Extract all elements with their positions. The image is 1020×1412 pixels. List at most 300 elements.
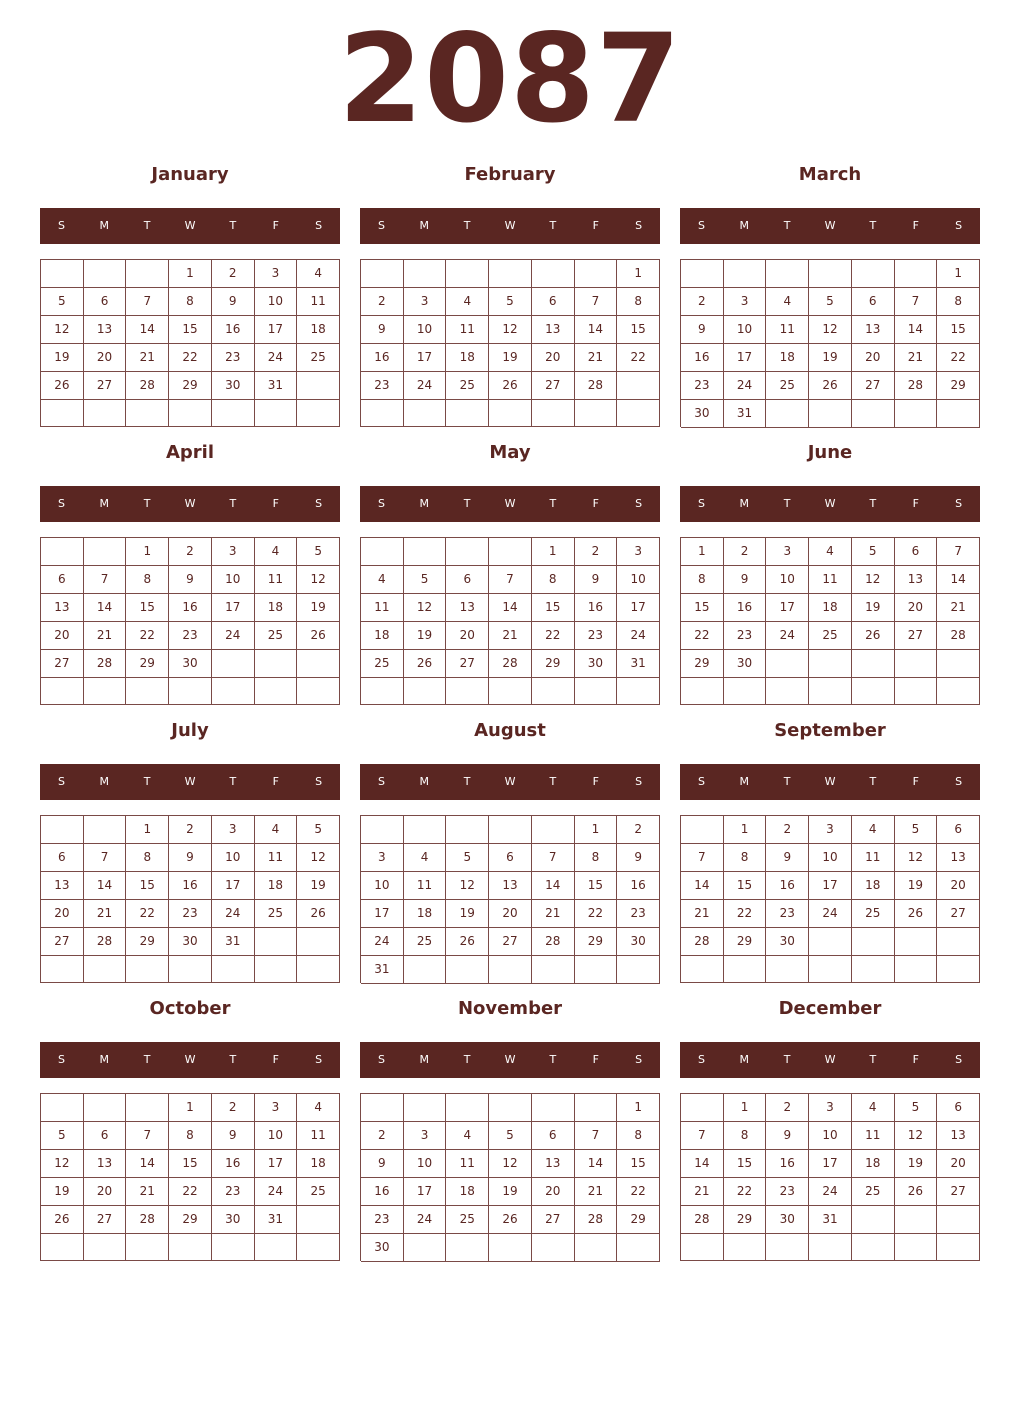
day-cell: 7 — [681, 1122, 724, 1150]
day-cell — [446, 538, 489, 566]
day-cell: 25 — [255, 622, 298, 650]
day-cell: 12 — [446, 872, 489, 900]
day-cell — [766, 678, 809, 705]
day-cell: 30 — [681, 400, 724, 428]
day-cell — [617, 678, 660, 705]
day-cell: 23 — [169, 900, 212, 928]
day-cell — [681, 260, 724, 288]
day-cell: 26 — [895, 900, 938, 928]
day-cell: 30 — [361, 1234, 404, 1262]
day-cell — [532, 400, 575, 427]
weekday-label: S — [635, 775, 643, 788]
day-cell — [766, 400, 809, 428]
day-cell: 26 — [297, 622, 340, 650]
day-cell — [852, 650, 895, 678]
day-cell: 13 — [41, 594, 84, 622]
day-cell: 11 — [404, 872, 447, 900]
day-cell: 16 — [361, 1178, 404, 1206]
day-cell: 26 — [809, 372, 852, 400]
day-cell — [852, 1206, 895, 1234]
month-name: October — [149, 998, 231, 1019]
day-cell: 10 — [212, 566, 255, 594]
day-cell: 1 — [617, 1094, 660, 1122]
day-cell — [255, 678, 298, 705]
day-cell: 29 — [575, 928, 618, 956]
day-cell: 23 — [575, 622, 618, 650]
day-cell: 5 — [446, 844, 489, 872]
day-cell: 2 — [575, 538, 618, 566]
day-cell: 15 — [724, 1150, 767, 1178]
day-cell: 18 — [852, 872, 895, 900]
weekday-label: T — [143, 497, 151, 510]
day-cell: 8 — [126, 844, 169, 872]
weekday-label: F — [272, 1053, 279, 1066]
day-cell: 8 — [575, 844, 618, 872]
weekday-label: S — [955, 219, 963, 232]
day-cell — [724, 260, 767, 288]
day-cell: 8 — [937, 288, 980, 316]
weekday-label: F — [912, 1053, 919, 1066]
weekday-label: S — [697, 219, 705, 232]
day-cell: 20 — [895, 594, 938, 622]
day-cell — [361, 538, 404, 566]
day-cell: 8 — [532, 566, 575, 594]
weekday-label: M — [739, 1053, 750, 1066]
weekday-label: M — [419, 1053, 430, 1066]
weekday-label: T — [143, 219, 151, 232]
day-cell: 11 — [297, 288, 340, 316]
day-cell — [489, 1234, 532, 1262]
day-cell: 25 — [255, 900, 298, 928]
day-cell — [852, 956, 895, 983]
day-cell: 26 — [489, 372, 532, 400]
day-cell — [84, 678, 127, 705]
day-cell: 14 — [681, 872, 724, 900]
day-cell — [404, 678, 447, 705]
day-cell: 28 — [575, 372, 618, 400]
day-cell — [766, 956, 809, 983]
day-cell: 17 — [724, 344, 767, 372]
day-cell: 22 — [126, 622, 169, 650]
day-cell — [681, 1234, 724, 1261]
day-grid — [40, 815, 340, 983]
weekday-label: M — [99, 219, 110, 232]
weekday-label: S — [57, 1053, 65, 1066]
day-cell: 20 — [84, 1178, 127, 1206]
day-cell — [404, 538, 447, 566]
day-cell: 31 — [255, 372, 298, 400]
day-cell: 29 — [532, 650, 575, 678]
day-cell: 28 — [126, 1206, 169, 1234]
weekday-header — [680, 1042, 980, 1078]
day-cell: 4 — [809, 538, 852, 566]
day-cell — [446, 816, 489, 844]
day-cell: 9 — [766, 1122, 809, 1150]
day-cell: 17 — [361, 900, 404, 928]
day-cell: 18 — [852, 1150, 895, 1178]
day-cell: 23 — [617, 900, 660, 928]
day-cell: 10 — [809, 844, 852, 872]
weekday-label: W — [504, 775, 516, 788]
day-cell — [255, 1234, 298, 1261]
day-cell — [84, 956, 127, 983]
day-grid — [360, 259, 660, 427]
weekday-label: T — [783, 497, 791, 510]
day-cell: 17 — [404, 1178, 447, 1206]
day-cell: 21 — [126, 344, 169, 372]
weekday-label: F — [272, 219, 279, 232]
weekday-label: M — [99, 775, 110, 788]
month-name: April — [165, 442, 215, 463]
day-cell: 14 — [575, 316, 618, 344]
day-cell: 20 — [84, 344, 127, 372]
day-cell — [212, 956, 255, 983]
day-cell — [489, 400, 532, 427]
day-cell: 8 — [681, 566, 724, 594]
day-cell: 8 — [617, 1122, 660, 1150]
month-name: June — [807, 442, 853, 463]
day-cell: 18 — [255, 594, 298, 622]
day-cell: 6 — [489, 844, 532, 872]
weekday-label: S — [635, 497, 643, 510]
day-cell: 18 — [255, 872, 298, 900]
day-cell: 12 — [489, 1150, 532, 1178]
day-cell: 9 — [169, 844, 212, 872]
day-cell: 26 — [852, 622, 895, 650]
day-cell: 24 — [809, 1178, 852, 1206]
day-cell: 5 — [404, 566, 447, 594]
day-cell — [446, 678, 489, 705]
day-cell: 16 — [361, 344, 404, 372]
day-cell: 25 — [446, 372, 489, 400]
day-cell: 10 — [404, 1150, 447, 1178]
day-cell — [41, 816, 84, 844]
day-cell — [212, 400, 255, 427]
day-cell: 7 — [895, 288, 938, 316]
weekday-label: S — [315, 497, 323, 510]
day-cell: 10 — [212, 844, 255, 872]
day-cell — [361, 816, 404, 844]
day-cell: 30 — [766, 1206, 809, 1234]
day-cell: 22 — [681, 622, 724, 650]
day-cell — [852, 928, 895, 956]
day-cell: 9 — [169, 566, 212, 594]
day-cell: 4 — [297, 260, 340, 288]
day-cell: 5 — [489, 288, 532, 316]
weekday-label: W — [504, 1053, 516, 1066]
day-cell — [404, 816, 447, 844]
day-cell: 11 — [361, 594, 404, 622]
day-cell: 29 — [937, 372, 980, 400]
day-cell: 5 — [41, 288, 84, 316]
day-cell — [809, 260, 852, 288]
day-cell — [575, 956, 618, 984]
day-cell: 7 — [84, 844, 127, 872]
day-cell — [297, 650, 340, 678]
day-cell: 29 — [617, 1206, 660, 1234]
day-cell: 10 — [809, 1122, 852, 1150]
day-cell: 6 — [532, 288, 575, 316]
day-cell: 29 — [724, 1206, 767, 1234]
weekday-label: W — [504, 497, 516, 510]
day-cell — [895, 928, 938, 956]
day-cell — [41, 678, 84, 705]
day-cell: 30 — [617, 928, 660, 956]
weekday-label: W — [504, 219, 516, 232]
weekday-header — [680, 764, 980, 800]
day-cell: 23 — [766, 900, 809, 928]
day-cell: 1 — [681, 538, 724, 566]
day-cell — [297, 372, 340, 400]
day-cell: 30 — [212, 1206, 255, 1234]
day-cell: 12 — [404, 594, 447, 622]
month-name: August — [474, 720, 546, 741]
day-cell: 6 — [41, 844, 84, 872]
day-cell: 20 — [489, 900, 532, 928]
weekday-header — [40, 1042, 340, 1078]
day-cell: 27 — [41, 928, 84, 956]
day-cell: 6 — [84, 1122, 127, 1150]
day-cell — [532, 678, 575, 705]
day-cell — [212, 650, 255, 678]
day-cell — [446, 1094, 489, 1122]
day-cell: 28 — [681, 928, 724, 956]
day-cell: 27 — [84, 1206, 127, 1234]
day-cell — [852, 1234, 895, 1261]
day-cell: 21 — [575, 344, 618, 372]
day-cell: 13 — [41, 872, 84, 900]
day-cell — [41, 1094, 84, 1122]
day-cell — [41, 1234, 84, 1261]
day-cell: 3 — [404, 288, 447, 316]
day-cell: 22 — [724, 1178, 767, 1206]
day-cell: 15 — [575, 872, 618, 900]
weekday-label: F — [592, 1053, 599, 1066]
day-cell: 22 — [126, 900, 169, 928]
day-cell — [361, 260, 404, 288]
weekday-label: M — [739, 219, 750, 232]
day-cell: 26 — [297, 900, 340, 928]
day-cell: 9 — [617, 844, 660, 872]
day-cell — [575, 1234, 618, 1262]
weekday-label: T — [463, 1053, 471, 1066]
day-cell: 18 — [297, 1150, 340, 1178]
day-cell: 28 — [84, 650, 127, 678]
day-cell: 4 — [766, 288, 809, 316]
day-cell: 19 — [446, 900, 489, 928]
day-cell: 21 — [681, 900, 724, 928]
day-cell: 31 — [212, 928, 255, 956]
day-cell — [937, 956, 980, 983]
day-cell: 1 — [724, 1094, 767, 1122]
day-cell: 2 — [169, 538, 212, 566]
day-grid — [680, 1093, 980, 1261]
weekday-header — [360, 1042, 660, 1078]
day-cell — [681, 816, 724, 844]
day-cell: 10 — [255, 1122, 298, 1150]
day-cell: 17 — [809, 872, 852, 900]
day-cell: 3 — [809, 816, 852, 844]
day-cell: 3 — [255, 260, 298, 288]
day-cell — [852, 400, 895, 428]
day-cell — [361, 678, 404, 705]
day-cell: 17 — [255, 316, 298, 344]
day-cell: 30 — [766, 928, 809, 956]
day-cell: 20 — [852, 344, 895, 372]
day-grid — [40, 537, 340, 705]
day-cell: 21 — [895, 344, 938, 372]
day-cell: 26 — [404, 650, 447, 678]
weekday-label: W — [824, 1053, 836, 1066]
weekday-label: M — [99, 497, 110, 510]
day-cell: 21 — [575, 1178, 618, 1206]
day-cell — [489, 678, 532, 705]
day-cell: 14 — [84, 594, 127, 622]
day-cell: 2 — [361, 288, 404, 316]
day-cell: 18 — [297, 316, 340, 344]
day-cell: 12 — [41, 316, 84, 344]
day-cell: 22 — [169, 1178, 212, 1206]
day-cell: 19 — [895, 1150, 938, 1178]
day-cell: 31 — [724, 400, 767, 428]
day-cell: 7 — [126, 1122, 169, 1150]
day-cell: 7 — [84, 566, 127, 594]
day-cell: 16 — [724, 594, 767, 622]
day-cell: 15 — [169, 316, 212, 344]
day-cell — [255, 650, 298, 678]
day-cell: 20 — [41, 622, 84, 650]
day-cell — [809, 650, 852, 678]
day-cell: 13 — [532, 316, 575, 344]
day-cell: 16 — [681, 344, 724, 372]
day-cell: 20 — [937, 872, 980, 900]
weekday-label: S — [635, 1053, 643, 1066]
day-cell — [809, 1234, 852, 1261]
day-cell: 21 — [489, 622, 532, 650]
day-cell — [681, 678, 724, 705]
day-cell: 10 — [724, 316, 767, 344]
day-cell: 26 — [41, 372, 84, 400]
day-cell: 3 — [212, 816, 255, 844]
day-cell: 13 — [937, 1122, 980, 1150]
weekday-label: S — [57, 219, 65, 232]
day-cell: 17 — [766, 594, 809, 622]
day-cell: 12 — [852, 566, 895, 594]
day-cell — [404, 1234, 447, 1262]
day-cell: 27 — [852, 372, 895, 400]
day-cell — [937, 650, 980, 678]
day-cell: 27 — [532, 372, 575, 400]
day-cell: 23 — [212, 1178, 255, 1206]
weekday-label: M — [739, 497, 750, 510]
day-cell: 1 — [169, 1094, 212, 1122]
weekday-label: M — [419, 219, 430, 232]
weekday-label: T — [549, 1053, 557, 1066]
day-cell: 23 — [681, 372, 724, 400]
day-cell: 13 — [895, 566, 938, 594]
day-cell: 24 — [361, 928, 404, 956]
day-cell: 19 — [809, 344, 852, 372]
day-cell: 26 — [41, 1206, 84, 1234]
day-cell — [489, 816, 532, 844]
day-cell — [297, 1234, 340, 1261]
day-cell — [532, 1234, 575, 1262]
month-name: May — [489, 442, 531, 463]
day-cell: 13 — [532, 1150, 575, 1178]
day-cell: 5 — [809, 288, 852, 316]
day-cell: 10 — [361, 872, 404, 900]
day-cell: 30 — [575, 650, 618, 678]
day-cell — [895, 956, 938, 983]
day-grid — [680, 259, 980, 427]
weekday-label: W — [184, 1053, 196, 1066]
day-cell: 16 — [575, 594, 618, 622]
month-name: December — [778, 998, 882, 1019]
day-cell: 23 — [766, 1178, 809, 1206]
day-cell — [446, 260, 489, 288]
day-cell: 28 — [681, 1206, 724, 1234]
weekday-label: T — [869, 497, 877, 510]
day-cell — [41, 400, 84, 427]
weekday-label: M — [99, 1053, 110, 1066]
day-cell: 8 — [724, 844, 767, 872]
day-cell: 12 — [809, 316, 852, 344]
day-cell — [404, 400, 447, 427]
day-cell — [575, 678, 618, 705]
day-cell: 12 — [41, 1150, 84, 1178]
day-cell: 2 — [617, 816, 660, 844]
day-cell: 19 — [895, 872, 938, 900]
day-cell: 5 — [297, 538, 340, 566]
day-cell: 11 — [852, 844, 895, 872]
day-cell: 22 — [169, 344, 212, 372]
day-cell: 27 — [937, 1178, 980, 1206]
day-cell — [255, 400, 298, 427]
weekday-label: S — [697, 1053, 705, 1066]
day-cell — [404, 956, 447, 984]
weekday-label: T — [229, 497, 237, 510]
day-cell: 25 — [404, 928, 447, 956]
day-cell: 3 — [809, 1094, 852, 1122]
day-cell: 29 — [169, 1206, 212, 1234]
weekday-header — [680, 208, 980, 244]
day-cell — [617, 956, 660, 984]
day-cell — [84, 1094, 127, 1122]
day-cell: 13 — [84, 316, 127, 344]
day-cell: 25 — [766, 372, 809, 400]
day-cell: 20 — [937, 1150, 980, 1178]
day-cell: 22 — [575, 900, 618, 928]
day-cell — [169, 400, 212, 427]
day-cell: 24 — [617, 622, 660, 650]
day-cell — [809, 400, 852, 428]
day-cell: 28 — [937, 622, 980, 650]
day-cell: 30 — [212, 372, 255, 400]
day-cell: 4 — [852, 1094, 895, 1122]
day-cell: 14 — [937, 566, 980, 594]
day-cell: 24 — [404, 372, 447, 400]
day-cell: 11 — [255, 844, 298, 872]
weekday-label: S — [57, 775, 65, 788]
day-cell: 9 — [361, 1150, 404, 1178]
day-cell: 10 — [766, 566, 809, 594]
day-cell: 14 — [895, 316, 938, 344]
day-cell: 26 — [489, 1206, 532, 1234]
day-cell — [361, 1094, 404, 1122]
weekday-label: M — [419, 497, 430, 510]
weekday-label: T — [869, 775, 877, 788]
weekday-label: W — [824, 497, 836, 510]
